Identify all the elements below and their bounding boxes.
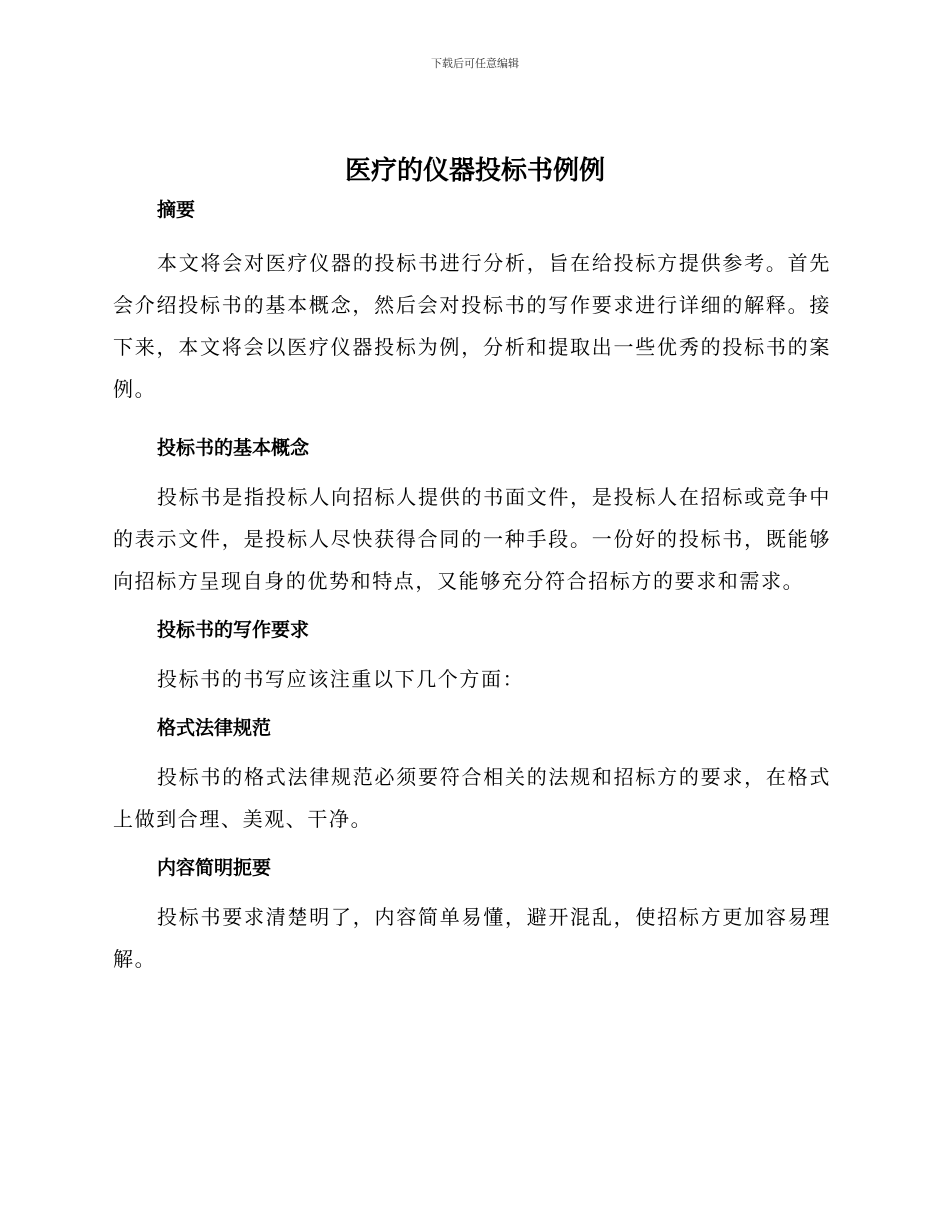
- section-heading-format: 格式法律规范: [157, 717, 272, 739]
- header-note: 下载后可任意编辑: [431, 57, 519, 70]
- document-body: [113, 196, 831, 980]
- document-title: 医疗的仪器投标书例例: [344, 156, 605, 186]
- section-paragraph-abstract: 本文将会对医疗仪器的投标书进行分析，旨在给投标方提供参考。首先会介绍投标书的基本概念，然后会对投标书的写作要求进行详细的解释。接下来，本文将会以医疗仪器投标为例，分析和提取出一些优秀的投标书的案例。: [113, 251, 831, 401]
- section-paragraph-content: 投标书要求清楚明了，内容简单易懂，避开混乱，使招标方更加容易理解。: [113, 905, 831, 971]
- section-heading-writing-requirements: 投标书的写作要求: [157, 619, 310, 641]
- section-heading-concept: 投标书的基本概念: [157, 437, 310, 459]
- section-heading-content: 内容简明扼要: [157, 857, 272, 879]
- section-paragraph-writing-requirements: 投标书的书写应该注重以下几个方面：: [157, 667, 525, 691]
- section-paragraph-format: 投标书的格式法律规范必须要符合相关的法规和招标方的要求，在格式上做到合理、美观、干净。: [113, 765, 831, 831]
- section-paragraph-concept: 投标书是指投标人向招标人提供的书面文件，是投标人在招标或竞争中的表示文件，是投标人尽快获得合同的一种手段。一份好的投标书，既能够向招标方呈现自身的优势和特点，又能够充分符合招标方的要求和需求。: [113, 485, 831, 593]
- section-heading-abstract: 摘要: [157, 199, 196, 221]
